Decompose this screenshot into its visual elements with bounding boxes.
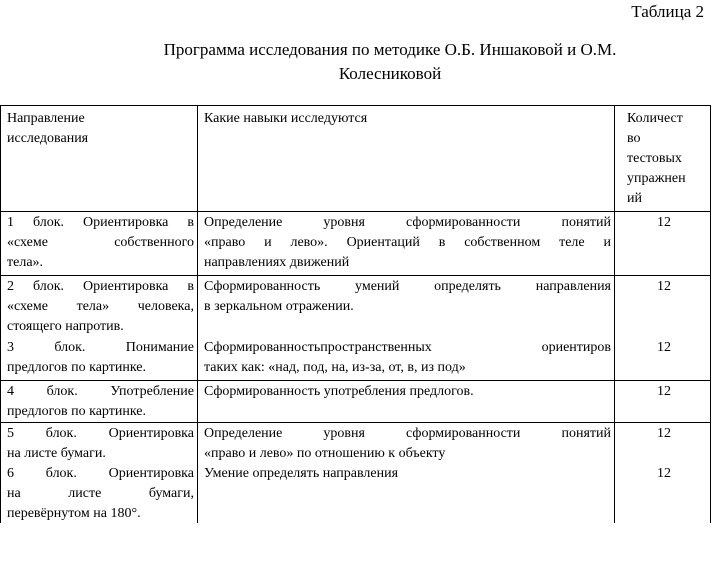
row-direction	[0, 337, 198, 380]
row-skills	[198, 381, 615, 422]
table-label: Таблица 2	[631, 2, 704, 21]
table-row	[0, 276, 711, 337]
header-skills-line: Какие навыки исследуются	[204, 111, 368, 126]
row-skills-line: Сформированностьпространственных ориентиров	[204, 340, 611, 355]
header-count-line: во	[627, 131, 641, 146]
row-direction-line: предлогов по картинке.	[7, 360, 147, 375]
row-skills-line: в зеркальном отражении.	[204, 299, 354, 314]
row-direction-line: тела».	[7, 255, 44, 270]
row-direction-line: «схеме тела» человека,	[7, 299, 194, 314]
row-skills-line: Сформированность умений определять направления	[204, 279, 611, 294]
row-direction-line: 2 блок. Ориентировка в	[7, 279, 194, 294]
row-direction-line: 4 блок. Употребление	[7, 384, 194, 399]
row-direction-line: 5 блок. Ориентировка	[7, 426, 194, 441]
row-skills	[198, 463, 615, 523]
table-row	[0, 463, 711, 523]
document-title-line-2: Колесниковой	[338, 64, 442, 83]
header-count-line: упражнен	[627, 171, 686, 186]
row-skills	[198, 276, 615, 337]
document-title-line-1: Программа исследования по методике О.Б. Иншаковой и О.М.	[163, 40, 617, 59]
row-skills	[198, 212, 615, 275]
row-skills-line: «право и лево». Ориентаций в собственном теле и	[204, 235, 611, 250]
header-skills	[198, 106, 615, 211]
row-direction	[0, 276, 198, 337]
row-count: 12	[615, 276, 711, 337]
row-direction	[0, 423, 198, 463]
row-skills	[198, 423, 615, 463]
row-skills-line: таких как: «над, под, на, из-за, от, в, из под»	[204, 360, 466, 375]
row-skills-line: Определение уровня сформированности понятий	[204, 426, 611, 441]
header-count	[615, 106, 711, 211]
document-title	[100, 38, 680, 86]
header-direction-line: Направление	[7, 111, 85, 126]
row-direction-line: на листе бумаги,	[7, 486, 194, 501]
row-count: 12	[615, 337, 711, 380]
row-direction	[0, 463, 198, 523]
row-skills-line: Сформированность употребления предлогов.	[204, 384, 474, 399]
row-skills-line: Умение определять направления	[204, 466, 399, 481]
header-direction-line: исследования	[7, 131, 89, 146]
row-count: 12	[615, 212, 711, 275]
row-skills	[198, 337, 615, 380]
research-program-table	[0, 105, 711, 523]
row-skills-line: Определение уровня сформированности понятий	[204, 215, 611, 230]
row-direction-line: на листе бумаги.	[7, 446, 106, 461]
row-direction	[0, 212, 198, 275]
table-header-row	[0, 106, 711, 211]
row-direction-line: 1 блок. Ориентировка в	[7, 215, 194, 230]
row-skills-line: «право и лево» по отношению к объекту	[204, 446, 446, 461]
row-direction-line: предлогов по картинке.	[7, 404, 147, 419]
row-skills-line: направлениях движений	[204, 255, 350, 270]
header-count-line: Количест	[627, 111, 683, 126]
table-row	[0, 423, 711, 463]
header-direction	[0, 106, 198, 211]
row-count: 12	[615, 423, 711, 463]
row-count: 12	[615, 381, 711, 422]
row-direction-line: 6 блок. Ориентировка	[7, 466, 194, 481]
row-direction-line: стоящего напротив.	[7, 319, 124, 334]
table-row	[0, 381, 711, 422]
table-row	[0, 212, 711, 275]
header-count-line: ий	[627, 191, 642, 206]
row-direction-line: перевёрнутом на 180°.	[7, 506, 141, 521]
table-row	[0, 337, 711, 380]
row-direction	[0, 381, 198, 422]
row-direction-line: «схеме собственного	[7, 235, 194, 250]
header-count-line: тестовых	[627, 151, 682, 166]
row-count: 12	[615, 463, 711, 523]
row-direction-line: 3 блок. Понимание	[7, 340, 194, 355]
